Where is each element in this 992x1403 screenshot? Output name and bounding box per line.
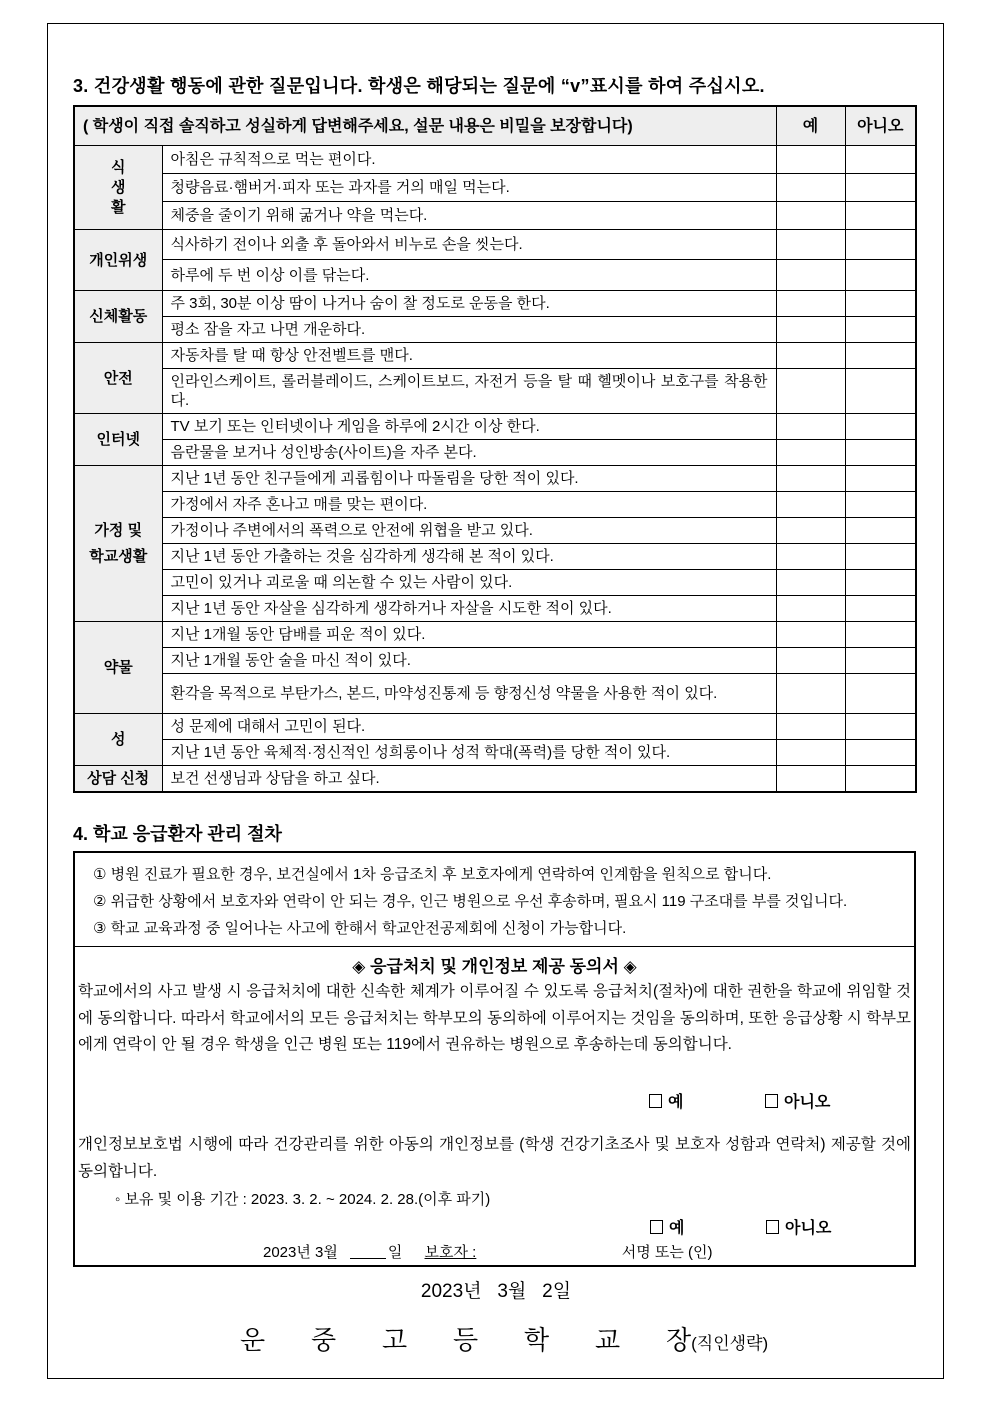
yes-label: 예 — [669, 1220, 685, 1237]
table-row — [74, 174, 916, 202]
no-checkbox-cell[interactable] — [845, 174, 916, 202]
yes-checkbox-cell[interactable] — [776, 414, 845, 440]
table-row — [74, 291, 916, 317]
no-checkbox-cell[interactable] — [845, 146, 916, 174]
table-row — [74, 466, 916, 492]
question-cell: 환각을 목적으로 부탄가스, 본드, 마약성진통제 등 향정신성 약물을 사용한 적이 있다. — [162, 674, 776, 714]
question-cell: 청량음료·햄버거·피자 또는 과자를 거의 매일 먹는다. — [162, 174, 776, 202]
no-label: 아니오 — [785, 1220, 832, 1237]
question-cell: TV 보기 또는 인터넷이나 게임을 하루에 2시간 이상 한다. — [162, 414, 776, 440]
question-cell: 체중을 줄이기 위해 굶거나 약을 먹는다. — [162, 202, 776, 230]
table-row — [74, 492, 916, 518]
yes-header: 예 — [776, 106, 845, 146]
question-cell: 고민이 있거나 괴로울 때 의논할 수 있는 사람이 있다. — [162, 570, 776, 596]
category-cell: 개인위생 — [74, 230, 162, 291]
table-row — [74, 518, 916, 544]
guardian-field[interactable] — [425, 1241, 713, 1262]
instruction-header: ( 학생이 직접 솔직하고 성실하게 답변해주세요, 설문 내용은 비밀을 보장합니다) — [74, 106, 776, 146]
yes-checkbox-cell[interactable] — [776, 174, 845, 202]
no-checkbox-cell[interactable] — [845, 369, 916, 414]
privacy-consent-yes[interactable] — [650, 1215, 684, 1238]
question-cell: 평소 잠을 자고 나면 개운하다. — [162, 317, 776, 343]
yes-checkbox-cell[interactable] — [776, 714, 845, 740]
category-cell: 성 — [74, 714, 162, 766]
table-row — [74, 766, 916, 792]
emergency-consent-no[interactable] — [765, 1089, 830, 1112]
day-input[interactable] — [350, 1244, 386, 1259]
checkbox-icon[interactable] — [766, 1220, 779, 1234]
table-row — [74, 343, 916, 369]
procedure-list — [93, 861, 847, 942]
section3-title: 3. 건강생활 행동에 관한 질문입니다. 학생은 해당되는 질문에 “v”표시를 하여 주십시오. — [73, 76, 765, 96]
consent-title: ◈ 응급처치 및 개인정보 제공 동의서 ◈ — [352, 957, 637, 976]
issue-date: 2023년 3월 2일 — [420, 1281, 572, 1302]
table-row — [74, 317, 916, 343]
divider — [75, 946, 914, 947]
question-cell: 하루에 두 번 이상 이를 닦는다. — [162, 260, 776, 291]
health-survey-table — [73, 105, 917, 793]
question-cell: 보건 선생님과 상담을 하고 싶다. — [162, 766, 776, 792]
no-checkbox-cell[interactable] — [845, 492, 916, 518]
table-row — [74, 648, 916, 674]
no-checkbox-cell[interactable] — [845, 674, 916, 714]
no-label: 아니오 — [784, 1094, 831, 1111]
no-checkbox-cell[interactable] — [845, 596, 916, 622]
checkbox-icon[interactable] — [649, 1094, 662, 1108]
no-checkbox-cell[interactable] — [845, 291, 916, 317]
table-row — [74, 714, 916, 740]
yes-checkbox-cell[interactable] — [776, 544, 845, 570]
table-row — [74, 202, 916, 230]
section4-title: 4. 학교 응급환자 관리 절차 — [73, 824, 282, 844]
question-cell: 자동차를 탈 때 항상 안전벨트를 맨다. — [162, 343, 776, 369]
no-checkbox-cell[interactable] — [845, 343, 916, 369]
question-cell: 아침은 규칙적으로 먹는 편이다. — [162, 146, 776, 174]
table-header-row — [74, 106, 916, 146]
no-checkbox-cell[interactable] — [845, 440, 916, 466]
question-cell: 지난 1개월 동안 담배를 피운 적이 있다. — [162, 622, 776, 648]
no-checkbox-cell[interactable] — [845, 260, 916, 291]
no-checkbox-cell[interactable] — [845, 317, 916, 343]
category-cell: 식 생 활 — [74, 146, 162, 230]
table-row — [74, 414, 916, 440]
table-row — [74, 596, 916, 622]
privacy-consent-text: 개인정보보호법 시행에 따라 건강관리를 위한 아동의 개인정보를 (학생 건강기초조사 및 보호자 성함과 연락처) 제공할 것에 동의합니다. — [78, 1136, 911, 1180]
no-checkbox-cell[interactable] — [845, 414, 916, 440]
table-row — [74, 570, 916, 596]
yes-checkbox-cell[interactable] — [776, 570, 845, 596]
yes-checkbox-cell[interactable] — [776, 369, 845, 414]
principal-char: 등 — [453, 1325, 479, 1355]
category-cell: 상담 신청 — [74, 766, 162, 792]
privacy-consent-no[interactable] — [766, 1215, 831, 1238]
no-checkbox-cell[interactable] — [845, 230, 916, 260]
principal-char: 학 — [524, 1325, 550, 1355]
principal-char: 고 — [382, 1325, 408, 1355]
table-row — [74, 622, 916, 648]
table-row — [74, 674, 916, 714]
yes-checkbox-cell[interactable] — [776, 202, 845, 230]
procedure-item: ① 병원 진료가 필요한 경우, 보건실에서 1차 응급조치 후 보호자에게 연락하여 인계함을 원칙으로 합니다. — [93, 866, 772, 883]
principal-signature — [240, 1320, 768, 1357]
signature-line — [263, 1241, 713, 1262]
procedure-item: ③ 학교 교육과정 중 일어나는 사고에 한해서 학교안전공제회에 신청이 가능합니다. — [93, 920, 627, 937]
principal-char: 교 — [595, 1325, 621, 1355]
question-cell: 식사하기 전이나 외출 후 돌아와서 비누로 손을 씻는다. — [162, 230, 776, 260]
principal-char: 중 — [311, 1325, 337, 1355]
yes-checkbox-cell[interactable] — [776, 440, 845, 466]
yes-checkbox-cell[interactable] — [776, 317, 845, 343]
emergency-consent-yes[interactable] — [649, 1089, 683, 1112]
yes-checkbox-cell[interactable] — [776, 260, 845, 291]
guardian-label: 보호자 : — [424, 1244, 477, 1261]
table-row — [74, 369, 916, 414]
category-cell: 가정 및 학교생활 — [74, 466, 162, 622]
no-checkbox-cell[interactable] — [845, 518, 916, 544]
yes-checkbox-cell[interactable] — [776, 291, 845, 317]
table-row — [74, 740, 916, 766]
no-header: 아니오 — [845, 106, 916, 146]
yes-checkbox-cell[interactable] — [776, 622, 845, 648]
question-cell: 가정이나 주변에서의 폭력으로 안전에 위협을 받고 있다. — [162, 518, 776, 544]
seal-note: (직인생략) — [691, 1334, 769, 1353]
emergency-consent-text: 학교에서의 사고 발생 시 응급처치에 대한 신속한 체계가 이루어질 수 있도록 응급처치(절차)에 대한 권한을 학교에 위임할 것에 동의합니다. 따라서 학교에서의 모든 응급처치는 학부모의 동의하에 이루어지는 것임을 동의하며, 또한 응급상황 시 학부모에게 연락이 안 될 경우 학생을 인근 병원 또는 119에서 권유하는 병원으로 후송하는데 동의합니다. — [78, 983, 911, 1053]
category-cell: 안전 — [74, 343, 162, 414]
yes-checkbox-cell[interactable] — [776, 146, 845, 174]
no-checkbox-cell[interactable] — [845, 466, 916, 492]
table-row — [74, 146, 916, 174]
no-checkbox-cell[interactable] — [845, 622, 916, 648]
no-checkbox-cell[interactable] — [845, 740, 916, 766]
yes-checkbox-cell[interactable] — [776, 648, 845, 674]
question-cell: 지난 1년 동안 가출하는 것을 심각하게 생각해 본 적이 있다. — [162, 544, 776, 570]
sign-day-suffix: 일 — [387, 1244, 403, 1261]
question-cell: 지난 1개월 동안 술을 마신 적이 있다. — [162, 648, 776, 674]
principal-char: 장 — [666, 1325, 692, 1355]
question-cell: 주 3회, 30분 이상 땀이 나거나 숨이 찰 정도로 운동을 한다. — [162, 291, 776, 317]
procedure-item: ② 위급한 상황에서 보호자와 연락이 안 되는 경우, 인근 병원으로 우선 후송하며, 필요시 119 구조대를 부를 것입니다. — [93, 893, 848, 910]
no-checkbox-cell[interactable] — [845, 714, 916, 740]
no-checkbox-cell[interactable] — [845, 570, 916, 596]
question-cell: 가정에서 자주 혼나고 매를 맞는 편이다. — [162, 492, 776, 518]
yes-checkbox-cell[interactable] — [776, 492, 845, 518]
question-cell: 음란물을 보거나 성인방송(사이트)을 자주 본다. — [162, 440, 776, 466]
table-row — [74, 230, 916, 260]
yes-checkbox-cell[interactable] — [776, 740, 845, 766]
yes-checkbox-cell[interactable] — [776, 343, 845, 369]
no-checkbox-cell[interactable] — [845, 648, 916, 674]
yes-checkbox-cell[interactable] — [776, 466, 845, 492]
question-cell: 지난 1년 동안 자살을 심각하게 생각하거나 자살을 시도한 적이 있다. — [162, 596, 776, 622]
yes-label: 예 — [668, 1094, 684, 1111]
signature-label: 서명 또는 (인) — [621, 1244, 713, 1261]
question-cell: 지난 1년 동안 친구들에게 괴롭힘이나 따돌림을 당한 적이 있다. — [162, 466, 776, 492]
no-checkbox-cell[interactable] — [845, 202, 916, 230]
yes-checkbox-cell[interactable] — [776, 518, 845, 544]
no-checkbox-cell[interactable] — [845, 544, 916, 570]
question-cell: 인라인스케이트, 롤러블레이드, 스케이트보드, 자전거 등을 탈 때 헬멧이나 보호구를 착용한다. — [162, 369, 776, 414]
yes-checkbox-cell[interactable] — [776, 596, 845, 622]
emergency-procedure-box — [73, 851, 916, 1267]
principal-char: 운 — [240, 1325, 266, 1355]
yes-checkbox-cell[interactable] — [776, 766, 845, 792]
yes-checkbox-cell[interactable] — [776, 674, 845, 714]
retention-period: ◦ 보유 및 이용 기간 : 2023. 3. 2. ~ 2024. 2. 28.(이후 파기) — [115, 1191, 491, 1208]
table-row — [74, 544, 916, 570]
checkbox-icon[interactable] — [650, 1220, 663, 1234]
question-cell: 성 문제에 대해서 고민이 된다. — [162, 714, 776, 740]
yes-checkbox-cell[interactable] — [776, 230, 845, 260]
category-cell: 약물 — [74, 622, 162, 714]
question-cell: 지난 1년 동안 육체적·정신적인 성희롱이나 성적 학대(폭력)를 당한 적이 있다. — [162, 740, 776, 766]
category-cell: 신체활동 — [74, 291, 162, 343]
table-row — [74, 440, 916, 466]
sign-date-prefix: 2023년 3월 — [263, 1244, 338, 1261]
category-cell: 인터넷 — [74, 414, 162, 466]
checkbox-icon[interactable] — [765, 1094, 778, 1108]
table-row — [74, 260, 916, 291]
no-checkbox-cell[interactable] — [845, 766, 916, 792]
